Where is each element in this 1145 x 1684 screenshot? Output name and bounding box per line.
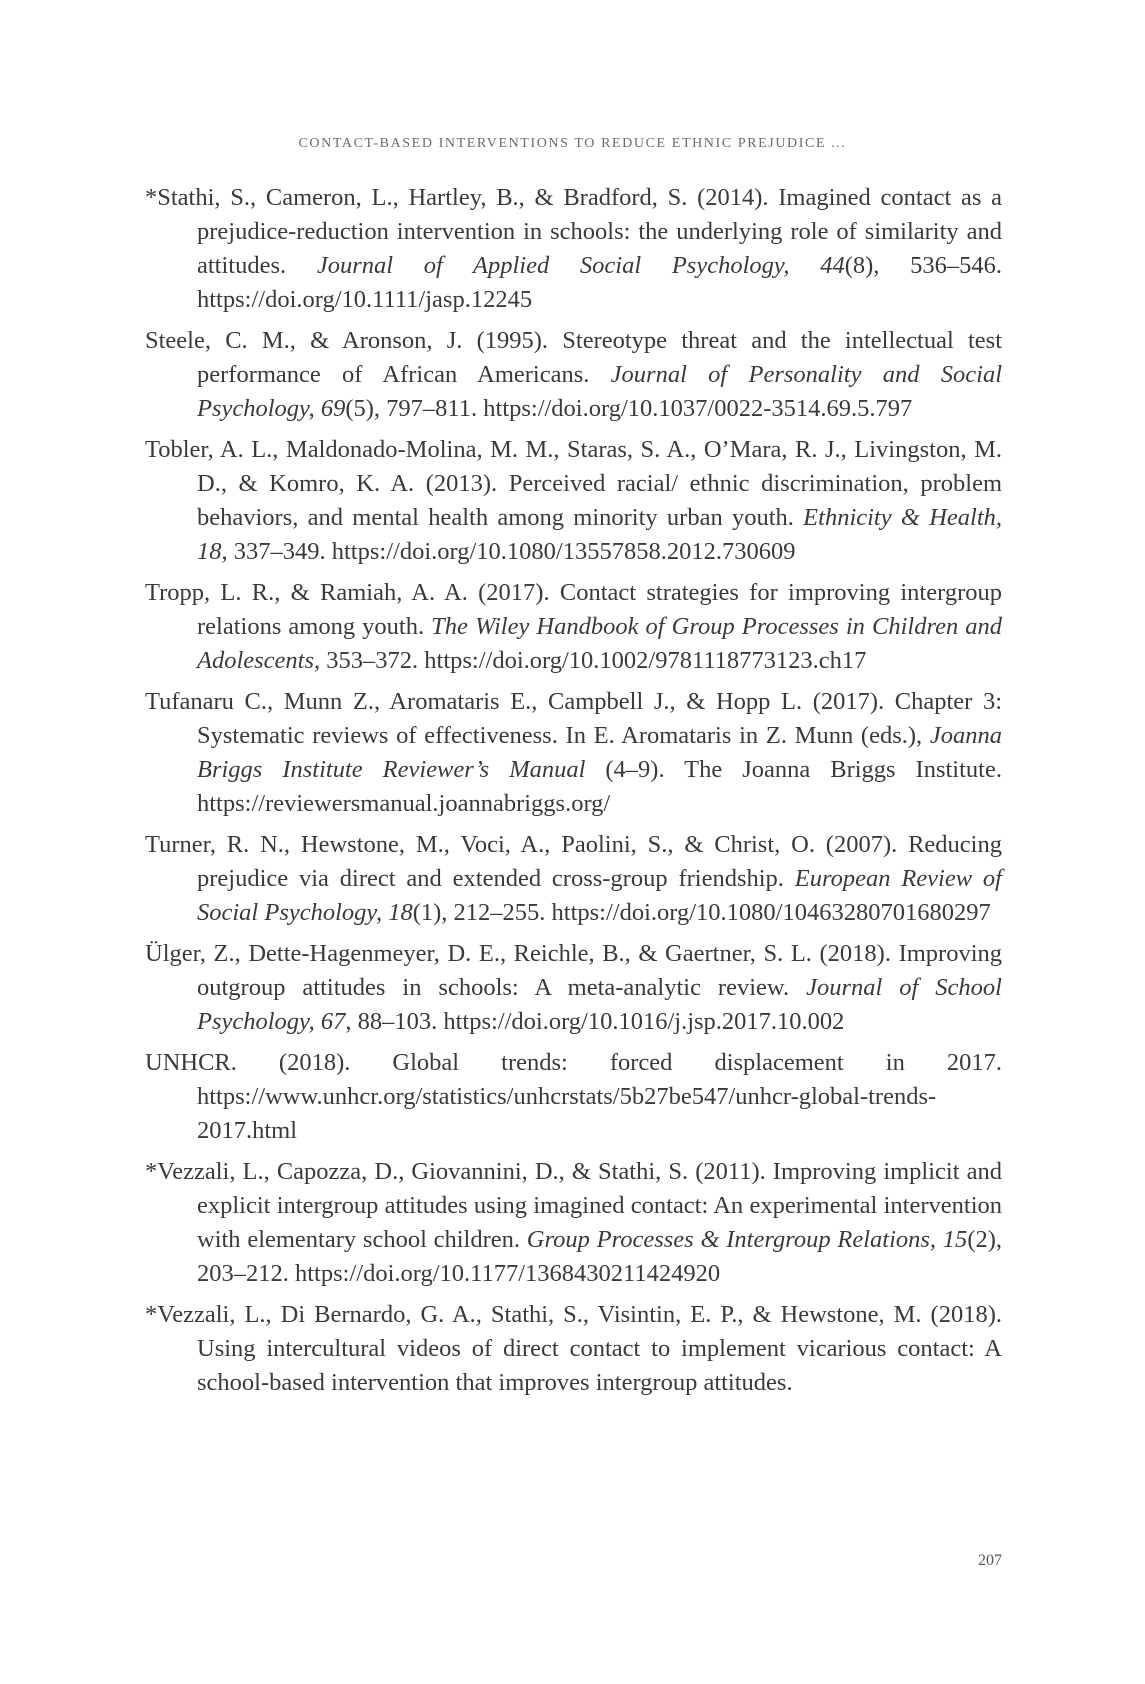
reference-text: UNHCR. (2018). Global trends: forced displacement in 2017. https://www.unhcr.org/statistics/unhcrstats/5b27be547/unhcr-global-trends-2017.html — [145, 1049, 1002, 1144]
reference-source: Joanna Briggs Institute Reviewer’s Manual — [197, 722, 1002, 783]
reference-source: Journal of School Psychology, 67 — [197, 974, 1002, 1035]
reference-text: *Stathi, S., Cameron, L., Hartley, B., & Bradford, S. (2014). Imagined contact as a prejudice-reduction intervention in schools: the underlying role of similarity and attitudes. — [145, 184, 1002, 279]
reference-entry — [145, 576, 1002, 678]
reference-details: 353–372. https://doi.org/10.1002/9781118773123.ch17 — [320, 647, 867, 674]
reference-text: Tropp, L. R., & Ramiah, A. A. (2017). Contact strategies for improving intergroup relations among youth. — [145, 579, 1002, 640]
reference-entry — [145, 828, 1002, 930]
reference-details: (5), 797–811. https://doi.org/10.1037/0022-3514.69.5.797 — [345, 395, 913, 422]
running-head: CONTACT-BASED INTERVENTIONS TO REDUCE ETHNIC PREJUDICE ... — [298, 136, 847, 151]
reference-details: (8), 536–546. https://doi.org/10.1111/jasp.12245 — [197, 252, 1002, 313]
reference-list — [145, 181, 1002, 1407]
reference-source: Journal of Applied Social Psychology, 44 — [316, 252, 845, 279]
reference-text: *Vezzali, L., Capozza, D., Giovannini, D., & Stathi, S. (2011). Improving implicit and explicit intergroup attitudes using imagined contact: An experimental intervention with elementary school children. — [145, 1158, 1002, 1253]
reference-source: Ethnicity & Health, 18 — [197, 504, 1003, 565]
reference-entry — [145, 433, 1002, 569]
reference-text: Steele, C. M., & Aronson, J. (1995). Stereotype threat and the intellectual test performance of African Americans. — [145, 327, 1002, 388]
reference-text: Tobler, A. L., Maldonado-Molina, M. M., Staras, S. A., O’Mara, R. J., Livingston, M. D., & Komro, K. A. (2013). Perceived racial/ ethnic discrimination, problem behaviors, and mental health among minority urban youth. — [145, 436, 1002, 531]
reference-entry — [145, 1046, 1002, 1148]
reference-entry — [145, 685, 1002, 821]
reference-details: (1), 212–255. https://doi.org/10.1080/10463280701680297 — [412, 899, 991, 926]
reference-details: , 88–103. https://doi.org/10.1016/j.jsp.2017.10.002 — [345, 1008, 845, 1035]
reference-text: Turner, R. N., Hewstone, M., Voci, A., Paolini, S., & Christ, O. (2007). Reducing prejudice via direct and extended cross-group friendship. — [145, 831, 1002, 892]
reference-text: Ülger, Z., Dette-Hagenmeyer, D. E., Reichle, B., & Gaertner, S. L. (2018). Improving outgroup attitudes in schools: A meta-analytic review. — [145, 940, 1002, 1001]
reference-details: (2), 203–212. https://doi.org/10.1177/1368430211424920 — [197, 1226, 1003, 1287]
reference-entry — [145, 937, 1002, 1039]
reference-source: Journal of Personality and Social Psychology, 69 — [197, 361, 1002, 422]
reference-source: European Review of Social Psychology, 18 — [197, 865, 1002, 926]
reference-entry — [145, 324, 1002, 426]
reference-source: The Wiley Handbook of Group Processes in Children and Adolescents, — [197, 613, 1002, 674]
reference-text: *Vezzali, L., Di Bernardo, G. A., Stathi, S., Visintin, E. P., & Hewstone, M. (2018). Using intercultural videos of direct contact to implement vicarious contact: A school-based intervention that improves intergroup attitudes. — [145, 1301, 1002, 1396]
reference-entry — [145, 1155, 1002, 1291]
reference-text: Tufanaru C., Munn Z., Aromataris E., Campbell J., & Hopp L. (2017). Chapter 3: Systematic reviews of effectiveness. In E. Aromataris in Z. Munn (eds.), — [145, 688, 1002, 749]
reference-entry — [145, 1298, 1002, 1400]
page-number: 207 — [978, 1552, 1002, 1569]
reference-entry — [145, 181, 1002, 317]
reference-details: , 337–349. https://doi.org/10.1080/13557858.2012.730609 — [221, 538, 796, 565]
reference-source: Group Processes & Intergroup Relations, 15 — [526, 1226, 968, 1253]
reference-details: (4–9). The Joanna Briggs Institute. https://reviewersmanual.joannabriggs.org/ — [197, 756, 1002, 817]
